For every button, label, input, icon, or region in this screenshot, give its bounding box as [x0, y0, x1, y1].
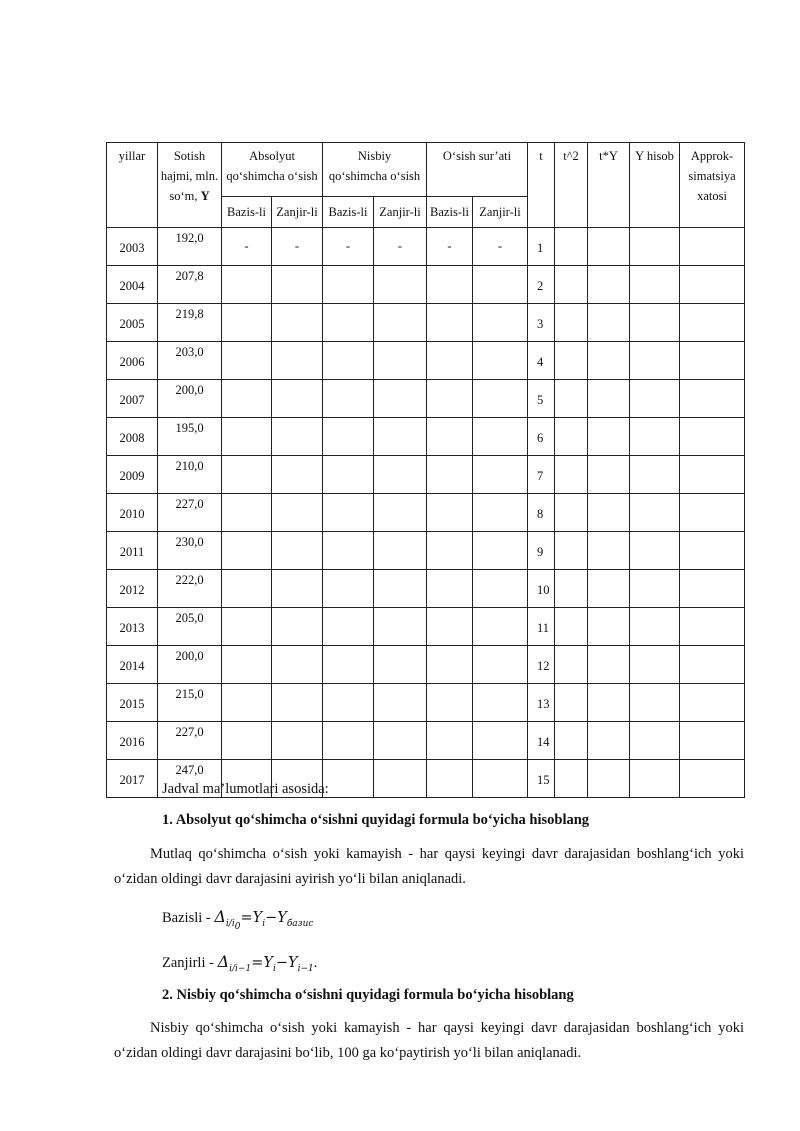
empty-cell: [427, 570, 473, 608]
empty-cell: [222, 570, 272, 608]
empty-cell: [630, 570, 680, 608]
sales-value-cell: 200,0: [158, 380, 222, 418]
empty-cell: [588, 608, 630, 646]
table-row: [107, 646, 745, 684]
empty-cell: [473, 532, 528, 570]
t-cell: 7: [528, 456, 555, 494]
year-cell: 2004: [107, 266, 158, 304]
empty-cell: [473, 380, 528, 418]
empty-cell: [222, 532, 272, 570]
empty-cell: [680, 760, 745, 798]
t-cell: 5: [528, 380, 555, 418]
year-cell: 2012: [107, 570, 158, 608]
header-ty: t*Y: [588, 143, 630, 228]
empty-cell: [680, 684, 745, 722]
sales-value-cell: 219,8: [158, 304, 222, 342]
empty-cell: [473, 266, 528, 304]
sales-value-cell: 247,0: [158, 760, 222, 798]
empty-cell: [473, 494, 528, 532]
header-nis-bazis: Bazis-li: [323, 197, 374, 228]
table-row: [107, 608, 745, 646]
dash-cell: -: [323, 228, 374, 266]
empty-cell: [374, 304, 427, 342]
empty-cell: [323, 494, 374, 532]
empty-cell: [588, 380, 630, 418]
year-cell: 2008: [107, 418, 158, 456]
empty-cell: [427, 760, 473, 798]
t-cell: 4: [528, 342, 555, 380]
t-cell: 8: [528, 494, 555, 532]
sales-value-cell: 222,0: [158, 570, 222, 608]
empty-cell: [323, 608, 374, 646]
heading-nisbiy: 2. Nisbiy qo‘shimcha o‘sishni quyidagi formula bo‘yicha hisoblang: [162, 987, 574, 1003]
t-cell: 2: [528, 266, 555, 304]
empty-cell: [222, 608, 272, 646]
year-cell: 2003: [107, 228, 158, 266]
empty-cell: [374, 760, 427, 798]
empty-cell: [555, 684, 588, 722]
empty-cell: [473, 646, 528, 684]
empty-cell: [427, 532, 473, 570]
empty-cell: [427, 722, 473, 760]
empty-cell: [272, 456, 323, 494]
empty-cell: [222, 418, 272, 456]
table-row: [107, 532, 745, 570]
empty-cell: [555, 228, 588, 266]
empty-cell: [222, 456, 272, 494]
empty-cell: [588, 684, 630, 722]
empty-cell: [272, 380, 323, 418]
empty-cell: [427, 266, 473, 304]
table-row: [107, 418, 745, 456]
empty-cell: [427, 494, 473, 532]
t-cell: 6: [528, 418, 555, 456]
table-body: [107, 228, 745, 798]
empty-cell: [374, 532, 427, 570]
empty-cell: [588, 342, 630, 380]
heading-absolyut: 1. Absolyut qo‘shimcha o‘sishni quyidagi formula bo‘yicha hisoblang: [162, 812, 590, 828]
empty-cell: [323, 456, 374, 494]
sales-value-cell: 227,0: [158, 494, 222, 532]
empty-cell: [473, 304, 528, 342]
empty-cell: [272, 342, 323, 380]
header-yillar: yillar: [107, 143, 158, 228]
header-abs-zanjir: Zanjir-li: [272, 197, 323, 228]
empty-cell: [374, 684, 427, 722]
year-cell: 2013: [107, 608, 158, 646]
empty-cell: [427, 380, 473, 418]
empty-cell: [630, 684, 680, 722]
empty-cell: [680, 266, 745, 304]
header-osish-zanjir: Zanjir-li: [473, 197, 528, 228]
empty-cell: [272, 532, 323, 570]
empty-cell: [680, 456, 745, 494]
sales-value-cell: 207,8: [158, 266, 222, 304]
year-cell: 2006: [107, 342, 158, 380]
empty-cell: [374, 494, 427, 532]
empty-cell: [374, 342, 427, 380]
dash-cell: -: [222, 228, 272, 266]
table-row: [107, 380, 745, 418]
header-osish-bazis: Bazis-li: [427, 197, 473, 228]
table-row: [107, 722, 745, 760]
empty-cell: [555, 456, 588, 494]
empty-cell: [323, 684, 374, 722]
empty-cell: [374, 608, 427, 646]
empty-cell: [588, 304, 630, 342]
year-cell: 2010: [107, 494, 158, 532]
empty-cell: [630, 380, 680, 418]
empty-cell: [222, 266, 272, 304]
empty-cell: [222, 684, 272, 722]
year-cell: 2015: [107, 684, 158, 722]
empty-cell: [630, 722, 680, 760]
sales-table: [106, 142, 745, 798]
empty-cell: [427, 456, 473, 494]
empty-cell: [680, 380, 745, 418]
empty-cell: [588, 646, 630, 684]
empty-cell: [427, 608, 473, 646]
empty-cell: [374, 722, 427, 760]
empty-cell: [680, 646, 745, 684]
formula-zanjirli: Zanjirli - $\Delta_{i/i-1}=Y_i-Y_{i-1}$.: [162, 952, 318, 974]
sales-value-cell: 200,0: [158, 646, 222, 684]
empty-cell: [588, 532, 630, 570]
empty-cell: [222, 342, 272, 380]
empty-cell: [323, 570, 374, 608]
empty-cell: [272, 570, 323, 608]
sales-value-cell: 210,0: [158, 456, 222, 494]
empty-cell: [427, 418, 473, 456]
header-sotish: Sotish hajmi, mln. so‘m, Y: [158, 143, 222, 228]
sales-value-cell: 230,0: [158, 532, 222, 570]
t-cell: 12: [528, 646, 555, 684]
t-cell: 3: [528, 304, 555, 342]
header-t: t: [528, 143, 555, 228]
empty-cell: [323, 266, 374, 304]
header-nisbiy: Nisbiy qo‘shimcha o‘sish: [323, 143, 427, 197]
header-osish: O‘sish sur’ati: [427, 143, 528, 197]
empty-cell: [473, 342, 528, 380]
empty-cell: [680, 342, 745, 380]
table-row: [107, 494, 745, 532]
empty-cell: [323, 342, 374, 380]
empty-cell: [630, 342, 680, 380]
empty-cell: [473, 722, 528, 760]
empty-cell: [588, 494, 630, 532]
table-row: [107, 304, 745, 342]
empty-cell: [555, 304, 588, 342]
empty-cell: [630, 418, 680, 456]
empty-cell: [555, 532, 588, 570]
empty-cell: [272, 608, 323, 646]
year-cell: 2017: [107, 760, 158, 798]
t-cell: 9: [528, 532, 555, 570]
empty-cell: [588, 456, 630, 494]
t-cell: 13: [528, 684, 555, 722]
empty-cell: [555, 342, 588, 380]
empty-cell: [630, 608, 680, 646]
empty-cell: [680, 722, 745, 760]
table-row: [107, 570, 745, 608]
year-cell: 2011: [107, 532, 158, 570]
empty-cell: [473, 760, 528, 798]
empty-cell: [555, 418, 588, 456]
header-yhisob: Y hisob: [630, 143, 680, 228]
empty-cell: [222, 304, 272, 342]
t-cell: 14: [528, 722, 555, 760]
table-row: [107, 456, 745, 494]
empty-cell: [630, 266, 680, 304]
empty-cell: [630, 532, 680, 570]
empty-cell: [588, 570, 630, 608]
year-cell: 2009: [107, 456, 158, 494]
empty-cell: [630, 646, 680, 684]
empty-cell: [555, 570, 588, 608]
empty-cell: [588, 266, 630, 304]
empty-cell: [555, 494, 588, 532]
empty-cell: [374, 418, 427, 456]
sales-value-cell: 192,0: [158, 228, 222, 266]
t-cell: 15: [528, 760, 555, 798]
empty-cell: [680, 532, 745, 570]
empty-cell: [323, 380, 374, 418]
dash-cell: -: [473, 228, 528, 266]
empty-cell: [680, 570, 745, 608]
dash-cell: -: [374, 228, 427, 266]
empty-cell: [427, 646, 473, 684]
header-t2: t^2: [555, 143, 588, 228]
formula-zanjirli-expr: $\Delta_{i/i-1}=Y_i-Y_{i-1}$: [217, 952, 314, 974]
empty-cell: [680, 608, 745, 646]
empty-cell: [323, 646, 374, 684]
empty-cell: [272, 684, 323, 722]
empty-cell: [555, 760, 588, 798]
empty-cell: [323, 532, 374, 570]
empty-cell: [555, 380, 588, 418]
empty-cell: [555, 722, 588, 760]
empty-cell: [323, 722, 374, 760]
dash-cell: -: [427, 228, 473, 266]
paragraph-absolyut: Mutlaq qo‘shimcha o‘sish yoki kamayish - har qaysi keyingi davr darajasidan boshlang‘ich yoki o‘zidan oldingi davr darajasini ayirish yo‘li bilan aniqlanadi.: [114, 846, 744, 887]
empty-cell: [374, 380, 427, 418]
empty-cell: [555, 608, 588, 646]
year-cell: 2005: [107, 304, 158, 342]
year-cell: 2014: [107, 646, 158, 684]
empty-cell: [588, 760, 630, 798]
empty-cell: [630, 304, 680, 342]
empty-cell: [588, 722, 630, 760]
empty-cell: [680, 418, 745, 456]
year-cell: 2007: [107, 380, 158, 418]
t-cell: 10: [528, 570, 555, 608]
empty-cell: [630, 228, 680, 266]
t-cell: 1: [528, 228, 555, 266]
empty-cell: [222, 722, 272, 760]
header-absolyut: Absolyut qo‘shimcha o‘sish: [222, 143, 323, 197]
empty-cell: [680, 228, 745, 266]
empty-cell: [222, 646, 272, 684]
empty-cell: [323, 760, 374, 798]
paragraph-nisbiy: Nisbiy qo‘shimcha o‘sish yoki kamayish - har qaysi keyingi davr darajasidan boshlang‘ich yoki o‘zidan oldingi davr darajasini bo‘lib, 100 ga ko‘paytirish yo‘li bilan aniqlanadi.: [114, 1020, 744, 1061]
header-nis-zanjir: Zanjir-li: [374, 197, 427, 228]
table-row: [107, 684, 745, 722]
empty-cell: [427, 684, 473, 722]
formula-bazisli-expr: $\Delta_{i/i_0}=Y_i-Y_{базис}$: [214, 907, 314, 932]
empty-cell: [272, 646, 323, 684]
sales-value-cell: 215,0: [158, 684, 222, 722]
header-abs-bazis: Bazis-li: [222, 197, 272, 228]
empty-cell: [473, 684, 528, 722]
empty-cell: [473, 418, 528, 456]
header-approx: Approk- simatsiya xatosi: [680, 143, 745, 228]
empty-cell: [427, 304, 473, 342]
empty-cell: [427, 342, 473, 380]
empty-cell: [374, 456, 427, 494]
empty-cell: [272, 266, 323, 304]
empty-cell: [555, 266, 588, 304]
empty-cell: [272, 494, 323, 532]
empty-cell: [680, 304, 745, 342]
empty-cell: [680, 494, 745, 532]
empty-cell: [323, 418, 374, 456]
empty-cell: [630, 456, 680, 494]
formula-bazisli: Bazisli - $\Delta_{i/i_0}=Y_i-Y_{базис}$: [162, 907, 314, 932]
empty-cell: [272, 418, 323, 456]
dash-cell: -: [272, 228, 323, 266]
empty-cell: [555, 646, 588, 684]
empty-cell: [374, 570, 427, 608]
empty-cell: [272, 722, 323, 760]
sales-value-cell: 203,0: [158, 342, 222, 380]
empty-cell: [374, 266, 427, 304]
empty-cell: [323, 304, 374, 342]
empty-cell: [473, 456, 528, 494]
empty-cell: [222, 494, 272, 532]
empty-cell: [473, 608, 528, 646]
empty-cell: [222, 380, 272, 418]
empty-cell: [630, 760, 680, 798]
table-row: [107, 228, 745, 266]
empty-cell: [272, 304, 323, 342]
empty-cell: [630, 494, 680, 532]
sales-value-cell: 205,0: [158, 608, 222, 646]
year-cell: 2016: [107, 722, 158, 760]
empty-cell: [374, 646, 427, 684]
empty-cell: [588, 418, 630, 456]
empty-cell: [588, 228, 630, 266]
t-cell: 11: [528, 608, 555, 646]
sales-value-cell: 195,0: [158, 418, 222, 456]
sales-value-cell: 227,0: [158, 722, 222, 760]
table-row: [107, 342, 745, 380]
table-row: [107, 266, 745, 304]
intro-text: Jadval ma’lumotlari asosida:: [162, 781, 329, 797]
empty-cell: [473, 570, 528, 608]
